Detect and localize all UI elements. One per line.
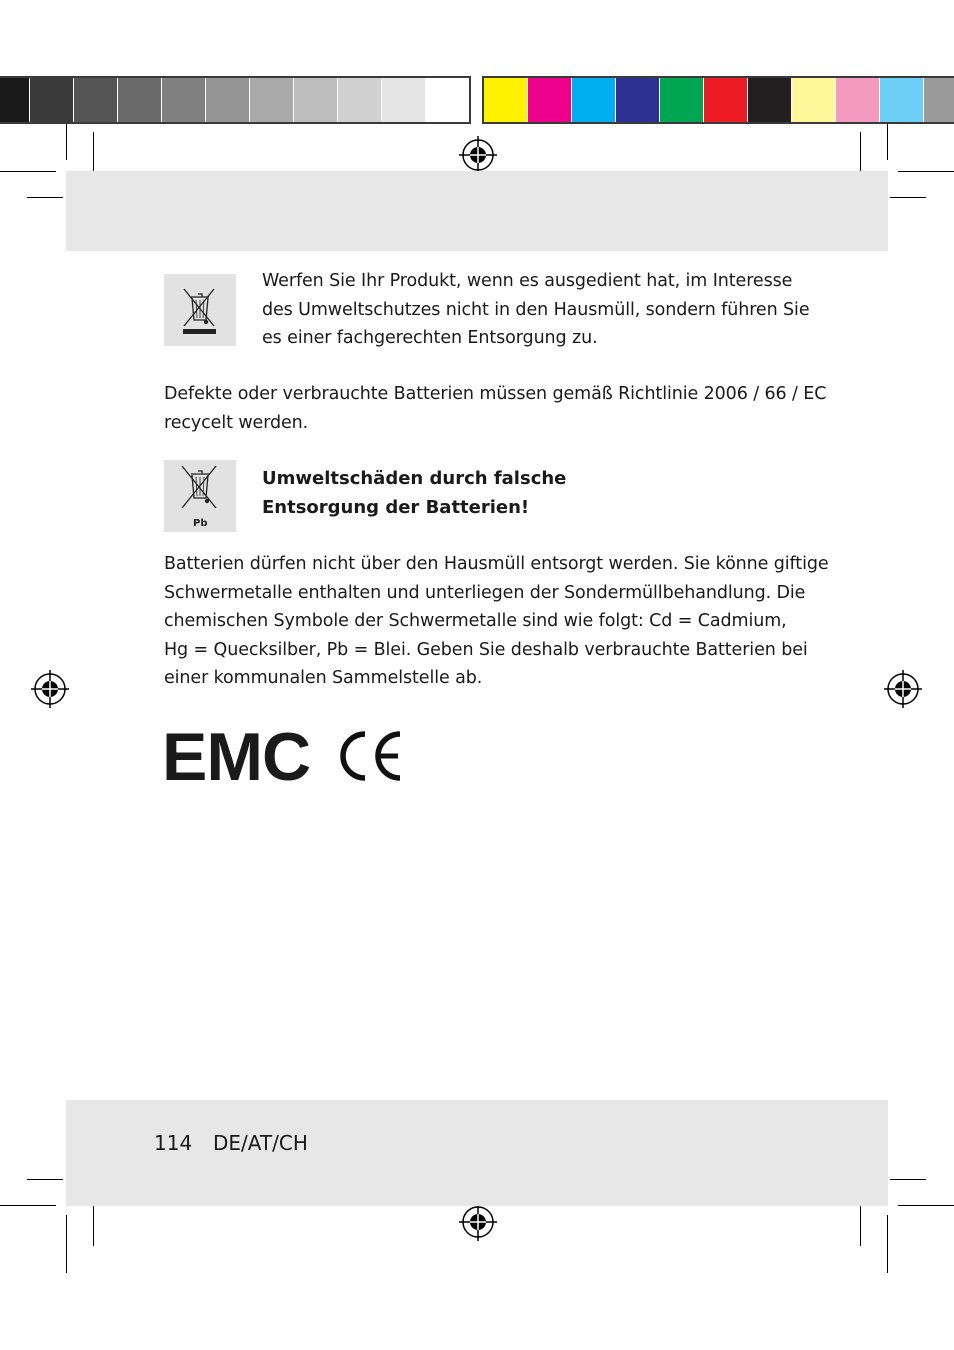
color-swatch	[660, 78, 703, 122]
color-swatch	[572, 78, 615, 122]
crop-mark	[887, 1215, 888, 1273]
color-swatch	[484, 78, 527, 122]
disposal-paragraph: Werfen Sie Ihr Produkt, wenn es ausgedient hat, im Interesse des Umweltschutzes nicht in den Hausmüll, sondern führen Sie es einer fachgerechten Entsorgung zu.	[262, 271, 810, 348]
color-swatch	[836, 78, 879, 122]
registration-mark-icon	[31, 670, 69, 708]
gray-swatch	[118, 78, 161, 122]
registration-mark-icon	[459, 136, 497, 174]
gray-swatch	[206, 78, 249, 122]
crop-mark	[890, 1179, 926, 1180]
page-number: 114	[154, 1131, 193, 1155]
color-swatch	[616, 78, 659, 122]
crop-mark	[66, 1215, 67, 1273]
gray-swatch	[0, 78, 29, 122]
ce-mark-icon	[336, 730, 404, 782]
crop-mark	[66, 124, 67, 160]
crop-mark	[0, 1205, 56, 1206]
registration-mark-icon	[459, 1203, 497, 1241]
crop-mark	[27, 197, 63, 198]
battery-symbol-box	[164, 460, 236, 532]
crop-mark	[887, 124, 888, 160]
color-swatch	[924, 78, 954, 122]
color-swatch	[748, 78, 791, 122]
registration-mark-icon	[884, 670, 922, 708]
color-swatch	[880, 78, 923, 122]
crossed-out-bin-pb-icon	[164, 460, 236, 532]
gray-swatch	[382, 78, 425, 122]
gray-swatch	[74, 78, 117, 122]
gray-swatch	[338, 78, 381, 122]
emc-mark: EMC	[162, 719, 311, 795]
crop-mark	[0, 171, 56, 172]
battery-warning-heading: Umweltschäden durch falsche Entsorgung der Batterien!	[262, 468, 567, 518]
color-swatch	[528, 78, 571, 122]
crop-mark	[27, 1179, 63, 1180]
locale-label: DE/AT/CH	[213, 1131, 308, 1155]
gray-swatch	[426, 78, 469, 122]
battery-directive-paragraph: Defekte oder verbrauchte Batterien müssen gemäß Richtlinie 2006 / 66 / EC recycelt werden.	[164, 384, 827, 433]
gray-swatch	[250, 78, 293, 122]
color-swatch	[704, 78, 747, 122]
crop-mark	[890, 197, 926, 198]
weee-symbol-box	[164, 274, 236, 346]
gray-swatch	[294, 78, 337, 122]
gray-swatch	[162, 78, 205, 122]
pb-label: Pb	[193, 518, 208, 529]
gray-swatch	[30, 78, 73, 122]
header-band	[66, 171, 888, 251]
crop-mark	[898, 171, 954, 172]
crop-mark	[898, 1205, 954, 1206]
crossed-out-wheelie-bin-icon	[164, 274, 236, 346]
color-swatch	[792, 78, 835, 122]
battery-disposal-paragraph: Batterien dürfen nicht über den Hausmüll entsorgt werden. Sie könne giftige Schwermetalle enthalten und unterliegen der Sondermüllbehandlung. Die chemischen Symbole der Schwermetalle sind wie folgt: Cd = Cadmium, Hg = Quecksilber, Pb = Blei. Geben Sie deshalb verbrauchte Batterien bei einer kommunalen Sammelstelle ab.	[164, 554, 829, 688]
